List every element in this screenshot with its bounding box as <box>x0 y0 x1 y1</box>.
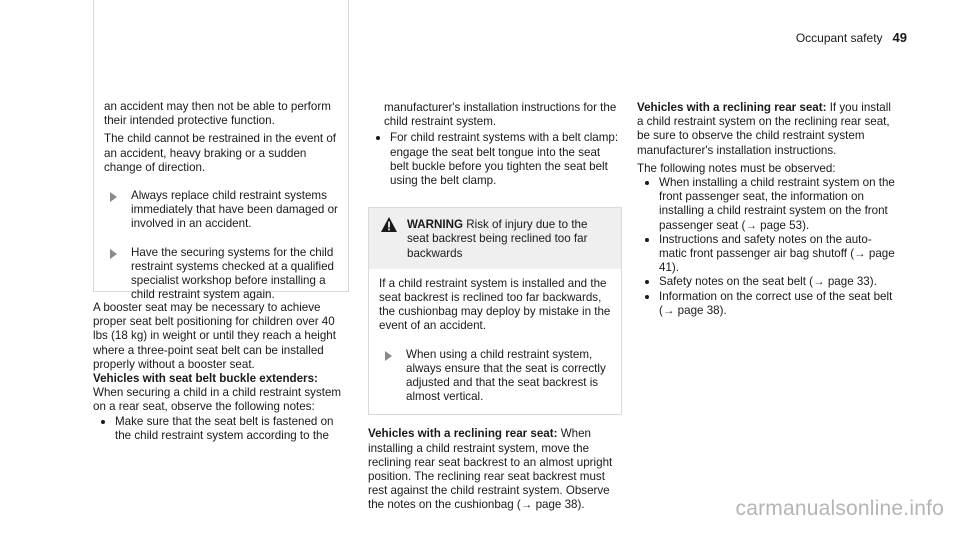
section-title: Occupant safety <box>795 31 883 45</box>
list-item-text: Safety notes on the seat belt (→ page 33). <box>659 275 877 289</box>
box-text: The child cannot be restrained in the event of an accident, heavy braking or a sudden change of direction. <box>104 132 337 174</box>
list-item <box>637 233 895 276</box>
warning-box-continued <box>93 0 349 302</box>
column-2 <box>368 101 622 513</box>
paragraph: manufacturer's installation instructions for the child restraint system. <box>384 101 617 129</box>
play-arrow-icon <box>110 249 117 259</box>
paragraph-text: If you install a child restraint system on the reclining rear seat, be sure to observe the child restraint system manufacturer's installation instructions. <box>637 101 891 157</box>
subheading: Vehicles with a reclining rear seat: <box>637 101 827 114</box>
action-step <box>104 189 338 232</box>
warning-label: WARNING <box>407 218 464 232</box>
bullet-icon <box>645 295 649 299</box>
column-1 <box>93 0 349 443</box>
warning-triangle-icon <box>381 217 397 232</box>
bullet-icon <box>376 136 380 140</box>
bullet-icon <box>645 238 649 242</box>
list-item-text: When installing a child restraint system on the front passenger seat, the information on installing a child restraint system on the front passenger seat (→ page 53). <box>659 176 895 232</box>
action-text: Have the securing systems for the child restraint systems checked at a qualified specialist workshop before installing a child restraint system again. <box>131 245 334 302</box>
column-3 <box>637 101 895 318</box>
warning-body: If a child restraint system is installed and the seat backrest is reclined too far backwards, the cushionbag may deploy by mistake in the event of an accident. <box>379 276 611 333</box>
list-item-text: Make sure that the seat belt is fastened on the child restraint system according to the <box>115 414 334 442</box>
warning-header <box>369 208 621 269</box>
action-step <box>104 246 338 303</box>
subheading: Vehicles with a reclining rear seat: <box>368 427 558 441</box>
warning-box <box>368 207 622 415</box>
bullet-icon <box>645 280 649 284</box>
list-item <box>93 415 349 443</box>
subheading: Vehicles with seat belt buckle extenders: <box>93 372 318 386</box>
list-item <box>637 290 895 318</box>
paragraph: When securing a child in a child restraint system on a rear seat, observe the following notes: <box>93 386 342 414</box>
list-item-text: For child restraint systems with a belt clamp: engage the seat belt tongue into the seat belt buckle before you tighten the seat belt using the belt clamp. <box>390 131 619 188</box>
paragraph <box>368 427 622 512</box>
page-header <box>796 30 907 45</box>
play-arrow-icon <box>385 351 392 361</box>
action-text: When using a child restraint system, always ensure that the seat is correctly adjusted and that the seat backrest is almost vertical. <box>406 347 606 404</box>
list-item <box>637 275 895 289</box>
list-item-text: Information on the correct use of the seat belt (→ page 38). <box>659 289 893 317</box>
box-text: an accident may then not be able to perform their intended protective function. <box>104 100 331 128</box>
watermark: carmanualsonline.info <box>735 497 944 520</box>
list-item <box>368 131 622 188</box>
action-text: Always replace child restraint systems immediately that have been damaged or involved in an accident. <box>131 189 338 231</box>
paragraph: The following notes must be observed: <box>637 161 836 175</box>
list-item-text: Instructions and safety notes on the auto-matic front passenger air bag shutoff (→ page 41). <box>659 232 895 275</box>
paragraph <box>637 101 895 158</box>
action-step <box>379 348 611 405</box>
bullet-icon <box>645 181 649 185</box>
paragraph: A booster seat may be necessary to achieve proper seat belt positioning for children over 40 lbs (18 kg) in weight or until they reach a height where a three-point seat belt can be installed properly without a booster seat. <box>93 301 336 371</box>
bullet-icon <box>101 420 105 424</box>
warning-title: Risk of injury due to the seat backrest being reclined too far backwards <box>407 218 588 260</box>
list-item <box>637 176 895 233</box>
page-number: 49 <box>892 30 907 45</box>
paragraph-text: When installing a child restraint system, move the reclining rear seat backrest to an almost upright position. The reclining rear seat backrest must rest against the child restraint system. Observe the notes on the cushionbag (→ page 38). <box>368 427 613 512</box>
play-arrow-icon <box>110 192 117 202</box>
